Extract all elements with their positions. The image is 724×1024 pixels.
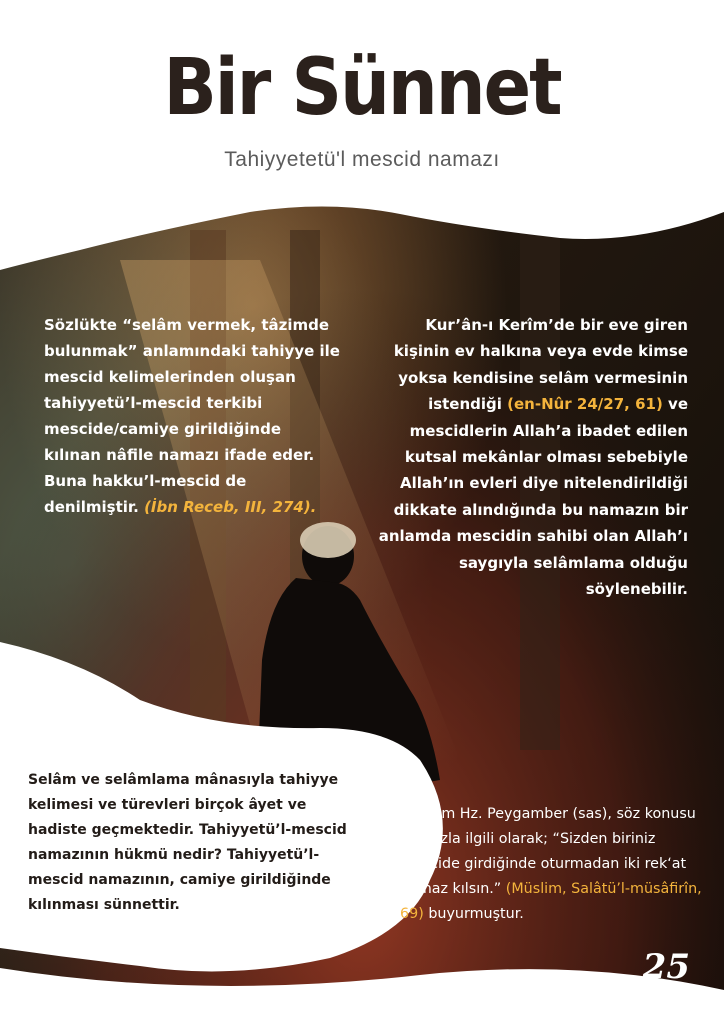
page-number: 25 [642, 947, 690, 987]
block-text-before: Kur’ân-ı Kerîm’de bir eve giren kişinin ev halkına veya evde kimse yoksa kendisine selâm vermesinin istendiği [393, 316, 688, 414]
text-block-top-left [44, 312, 340, 520]
block-text-after: ve mescidlerin Allah’a ibadet edilen kutsal mekânlar olması sebebiyle Allah’ın evleri diye nitelendirildiği dikkate alındığında bu namazın bir anlamda mescidin sahibi olan Allah’ı saygıyla selâmlama olduğu söylenebilir. [378, 395, 688, 599]
block-text: Sözlükte “selâm vermek, tâzimde bulunmak” anlamındaki tahiyye ile mescid kelimelerinden oluşan tahiyyetü’l-mescid terkibi mescide/camiye girildiğinde kılınan nâfile namazı ifade eder. Buna hakku’l-mescid de denilmiştir. [44, 316, 340, 516]
block-text-after: buyurmuştur. [423, 906, 524, 922]
text-block-bottom-right [400, 802, 704, 927]
block-text-before: Nitekim Hz. Peygamber (sas), söz konusu namazla ilgili olarak; “Sizden biriniz mescide girdiğinde oturmadan iki rek‘at namaz kılsın.” [400, 806, 696, 897]
reference-citation: (en-Nûr 24/27, 61) [507, 395, 663, 414]
reference-citation: (Müslim, Salâtü’l-müsâfirîn, 69) [400, 881, 702, 922]
reference-citation: (İbn Receb, III, 274). [144, 498, 317, 516]
page-title: Bir Sünnet [163, 41, 561, 133]
block-text: Selâm ve selâmlama mânasıyla tahiyye kelimesi ve türevleri birçok âyet ve hadiste geçmektedir. Tahiyyetü’l-mescid namazının hükmü nedir? Tahiyyetü’l-mescid namazının, camiye girildiğinde kılınması sünnettir. [28, 772, 347, 913]
text-block-top-right [368, 312, 688, 602]
page-subtitle: Tahiyyetetü'l mescid namazı [224, 148, 500, 171]
text-block-bottom-left [28, 768, 348, 918]
